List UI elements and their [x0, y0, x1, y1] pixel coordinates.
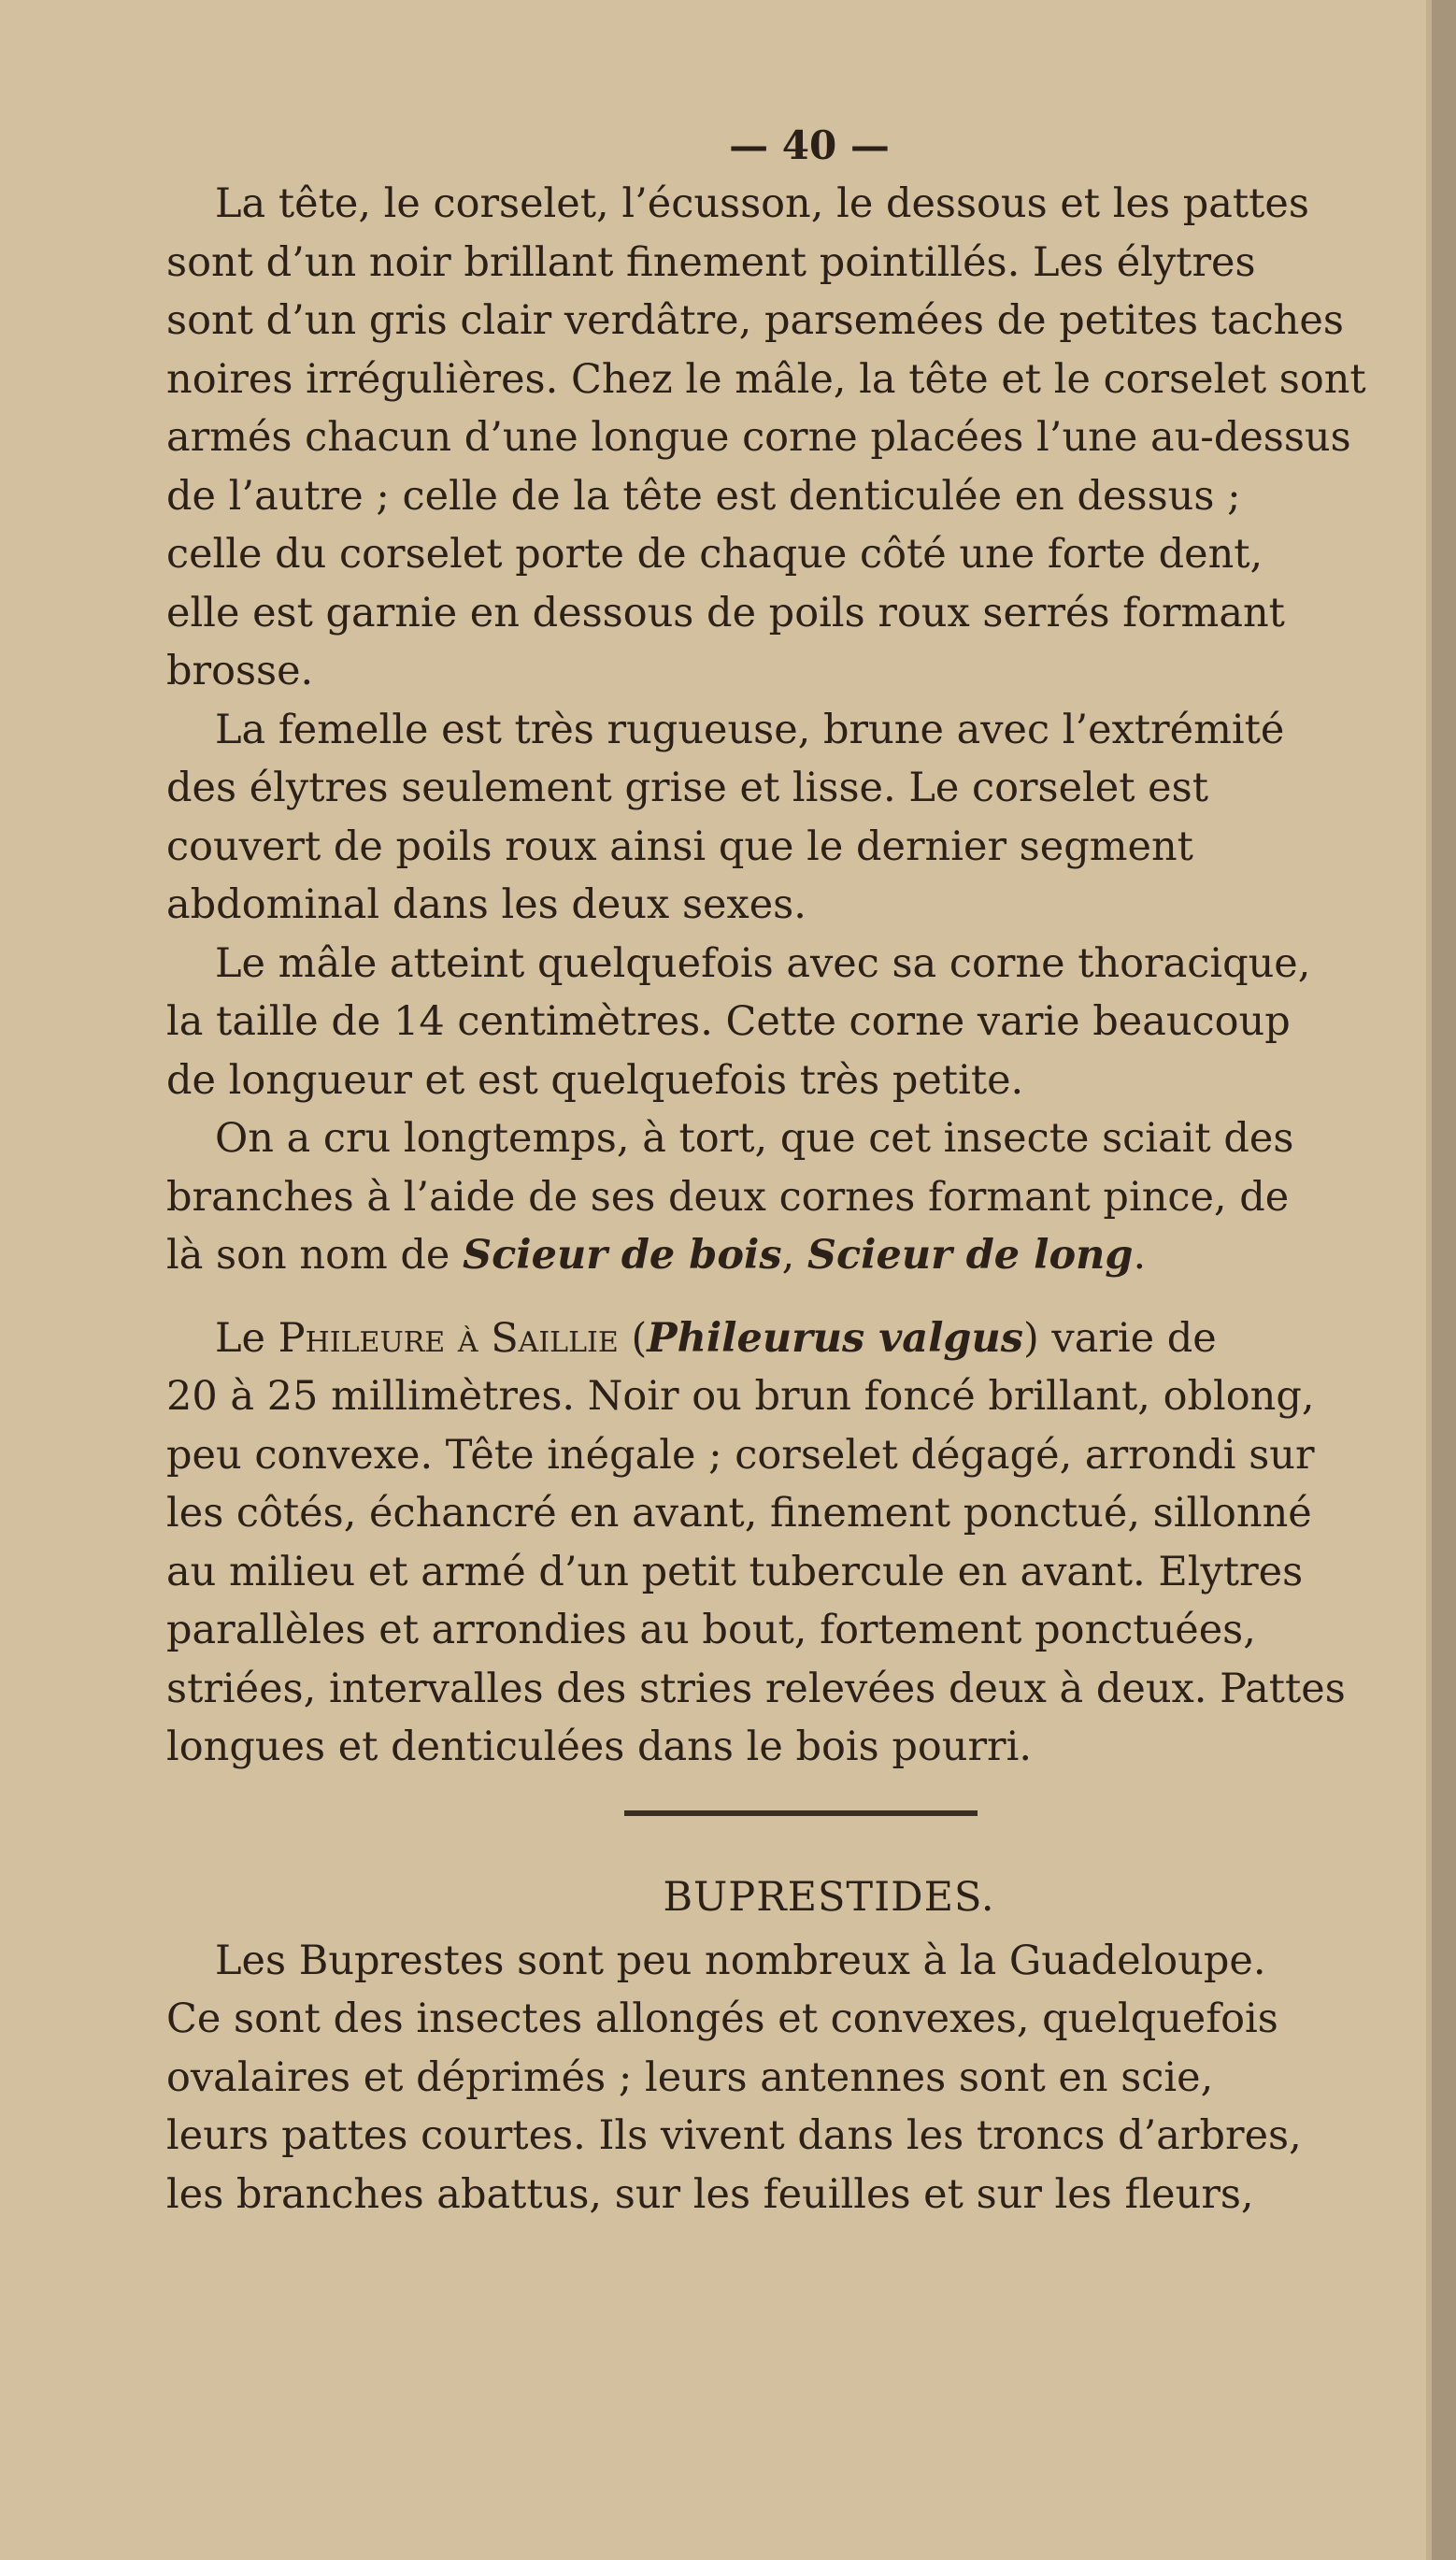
text-run: ( — [618, 1314, 648, 1362]
text-line: Ce sont des insectes allongés et convexes, quelquefois — [166, 1995, 1278, 2042]
text-line: parallèles et arrondies au bout, fortement ponctuées, — [166, 1607, 1256, 1653]
text-line: celle du corselet porte de chaque côté une forte dent, — [166, 531, 1263, 578]
text-line: des élytres seulement grise et lisse. Le corselet est — [166, 765, 1208, 811]
text-run: , — [781, 1232, 807, 1279]
paragraph-3 — [166, 935, 1419, 1110]
text-line: les branches abattus, sur les feuilles et sur les fleurs, — [166, 2170, 1254, 2218]
text-line: branches à l’aide de ses deux cornes formant pince, de — [166, 1173, 1290, 1221]
species-name-italic: Scieur de bois — [463, 1232, 782, 1279]
text-line: Les Buprestes sont peu nombreux à la Guadeloupe. — [215, 1937, 1266, 1984]
paragraph-4 — [166, 1109, 1419, 1285]
text-line: ovalaires et déprimés ; leurs antennes sont en scie, — [166, 2053, 1214, 2101]
text-line: longues et denticulées dans le bois pourri. — [166, 1723, 1032, 1770]
text-line: striées, intervalles des stries relevées deux à deux. Pattes — [166, 1665, 1346, 1712]
text-line: elle est garnie en dessous de poils roux serrés formant — [166, 589, 1285, 636]
section-separator — [166, 1777, 1419, 1863]
paragraph-5 — [166, 1309, 1419, 1777]
text-line: armés chacun d’une longue corne placées l’une au-dessus — [166, 414, 1351, 461]
text-line: noires irrégulières. Chez le mâle, la tête et le corselet sont — [166, 355, 1366, 403]
text-line — [166, 1309, 1419, 1368]
text-line: abdominal dans les deux sexes. — [166, 881, 807, 928]
species-common-name: Phileure à Saillie — [278, 1314, 619, 1362]
page-edge-shadow — [1432, 0, 1456, 2560]
page-number: — 40 — — [729, 122, 890, 168]
text-line: les côtés, échancré en avant, finement ponctué, sillonné — [166, 1490, 1312, 1537]
text-line: sont d’un noir brillant finement pointillés. Les élytres — [166, 238, 1256, 286]
text-line: de longueur et est quelquefois très petite. — [166, 1056, 1024, 1104]
section-heading: BUPRESTIDES. — [663, 1873, 995, 1921]
text-line: brosse. — [166, 648, 314, 694]
species-name-italic: Scieur de long — [807, 1232, 1134, 1279]
text-line: de l’autre ; celle de la tête est denticulée en dessus ; — [166, 472, 1241, 520]
text-line: la taille de 14 centimètres. Cette corne varie beaucoup — [166, 998, 1291, 1045]
text-line: leurs pattes courtes. Ils vivent dans les troncs d’arbres, — [166, 2112, 1302, 2159]
text-line: au milieu et armé d’un petit tubercule en avant. Elytres — [166, 1548, 1304, 1595]
text-run: . — [1133, 1232, 1147, 1279]
text-line: Le mâle atteint quelquefois avec sa corne thoracique, — [215, 939, 1311, 987]
page-text — [166, 117, 1419, 2224]
text-run: là son nom de — [166, 1232, 464, 1279]
separator-rule — [624, 1810, 978, 1816]
text-line: couvert de poils roux ainsi que le dernier segment — [166, 822, 1193, 870]
text-line: sont d’un gris clair verdâtre, parsemées de petites taches — [166, 297, 1344, 344]
text-run: ) varie de — [1022, 1314, 1217, 1362]
paragraph-spacer — [166, 1285, 1419, 1309]
text-line — [166, 1226, 1419, 1285]
text-line: peu convexe. Tête inégale ; corselet dégagé, arrondi sur — [166, 1431, 1315, 1479]
text-line: 20 à 25 millimètres. Noir ou brun foncé brillant, oblong, — [166, 1373, 1315, 1420]
paragraph-1 — [166, 175, 1419, 701]
species-latin-name: Phileurus valgus — [647, 1314, 1023, 1362]
text-run: Le — [215, 1314, 278, 1362]
paragraph-6 — [166, 1932, 1419, 2224]
paragraph-2 — [166, 701, 1419, 935]
text-line: On a cru longtemps, à tort, que cet insecte sciait des — [215, 1115, 1294, 1162]
text-line: La tête, le corselet, l’écusson, le dessous et les pattes — [215, 180, 1309, 227]
text-line: La femelle est très rugueuse, brune avec l’extrémité — [215, 706, 1285, 753]
